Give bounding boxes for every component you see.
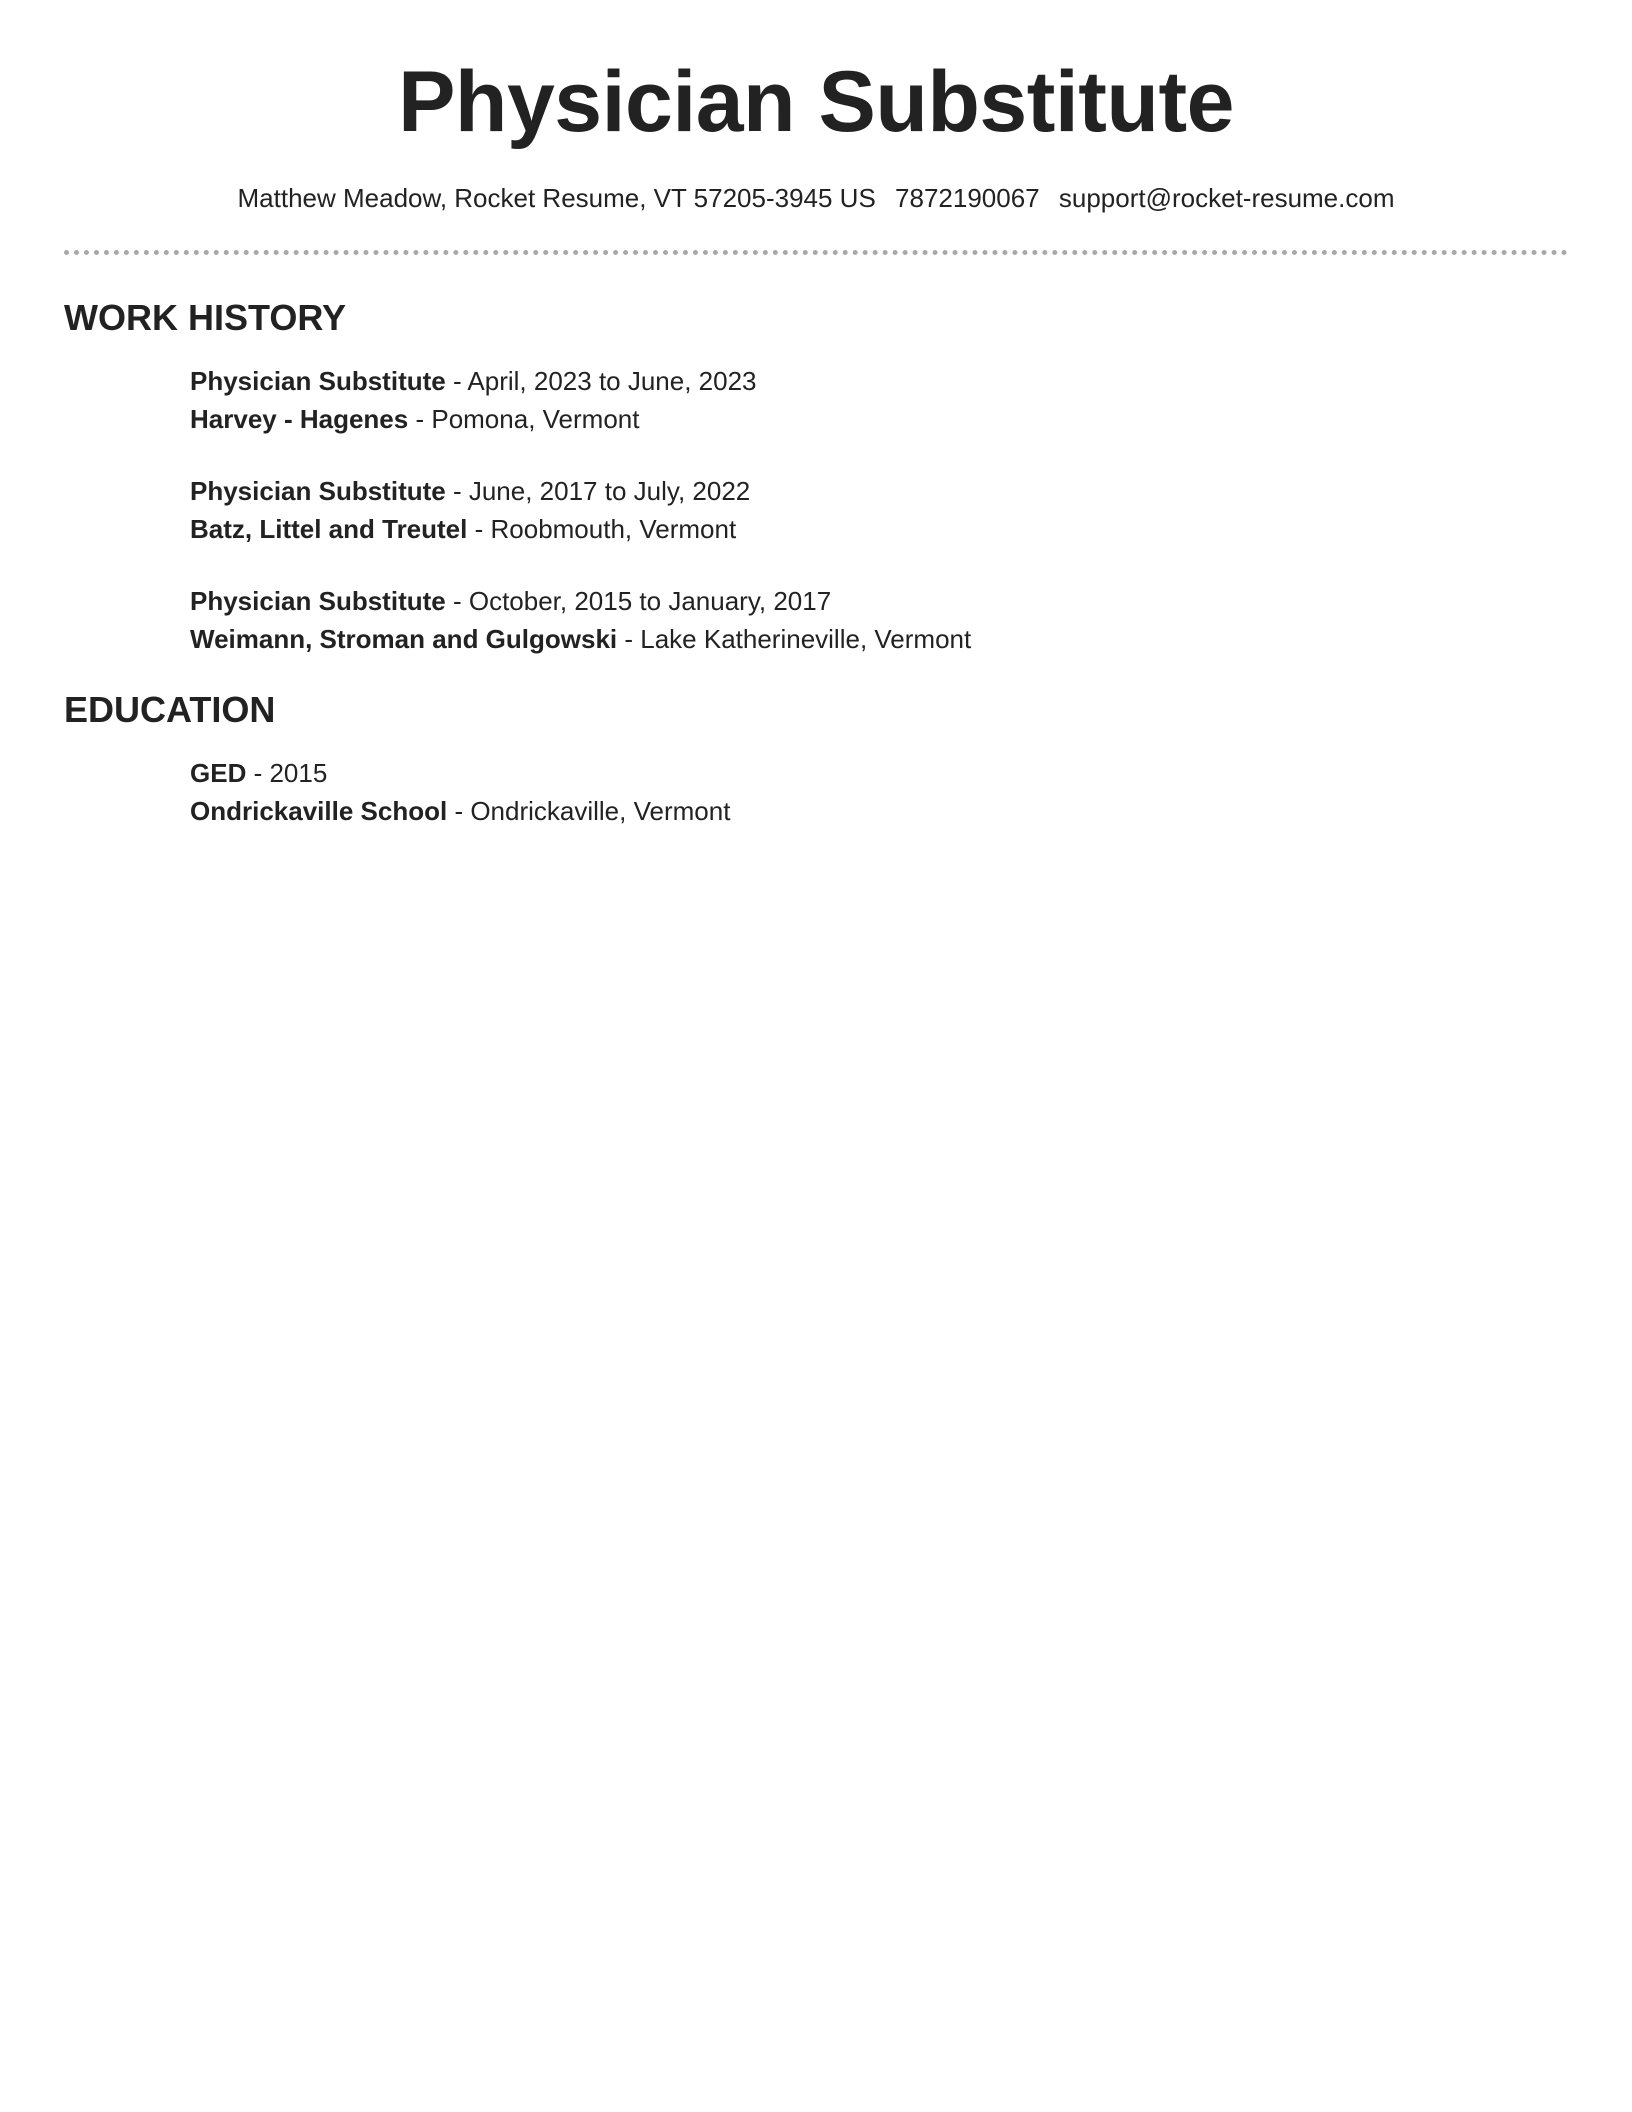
job-title: Physician Substitute xyxy=(190,366,446,396)
work-entry-1 xyxy=(190,362,757,438)
company-name: Batz, Littel and Treutel xyxy=(190,514,468,544)
company-name: Harvey - Hagenes xyxy=(190,404,409,434)
work-entry-company-line xyxy=(190,510,750,548)
company-location: - Pomona, Vermont xyxy=(415,404,640,434)
work-entry-company-line xyxy=(190,400,757,438)
degree-year: - 2015 xyxy=(253,758,328,788)
work-entry-title-line xyxy=(190,472,750,510)
work-entry-3 xyxy=(190,582,971,658)
work-entry-2 xyxy=(190,472,750,548)
job-dates: - October, 2015 to January, 2017 xyxy=(452,586,832,616)
work-entry-company-line xyxy=(190,620,971,658)
degree-name: GED xyxy=(190,758,247,788)
education-heading: EDUCATION xyxy=(64,689,276,730)
company-location: - Roobmouth, Vermont xyxy=(474,514,737,544)
job-title: Physician Substitute xyxy=(190,476,446,506)
education-entry-1 xyxy=(190,754,730,830)
work-entry-title-line xyxy=(190,582,971,620)
header-divider xyxy=(64,250,1568,255)
work-entry-title-line xyxy=(190,362,757,400)
work-history-heading: WORK HISTORY xyxy=(64,297,347,338)
contact-email: support@rocket-resume.com xyxy=(1058,183,1395,213)
education-school-line xyxy=(190,792,730,830)
job-title: Physician Substitute xyxy=(190,586,446,616)
school-name: Ondrickaville School xyxy=(190,796,448,826)
resume-title: Physician Substitute xyxy=(398,54,1234,150)
contact-phone: 7872190067 xyxy=(895,183,1040,213)
job-dates: - April, 2023 to June, 2023 xyxy=(452,366,757,396)
school-location: - Ondrickaville, Vermont xyxy=(454,796,731,826)
company-location: - Lake Katherineville, Vermont xyxy=(624,624,972,654)
contact-address: Matthew Meadow, Rocket Resume, VT 57205-3945 US xyxy=(237,183,876,213)
company-name: Weimann, Stroman and Gulgowski xyxy=(190,624,618,654)
contact-line xyxy=(0,180,1632,216)
education-degree-line xyxy=(190,754,730,792)
job-dates: - June, 2017 to July, 2022 xyxy=(452,476,751,506)
